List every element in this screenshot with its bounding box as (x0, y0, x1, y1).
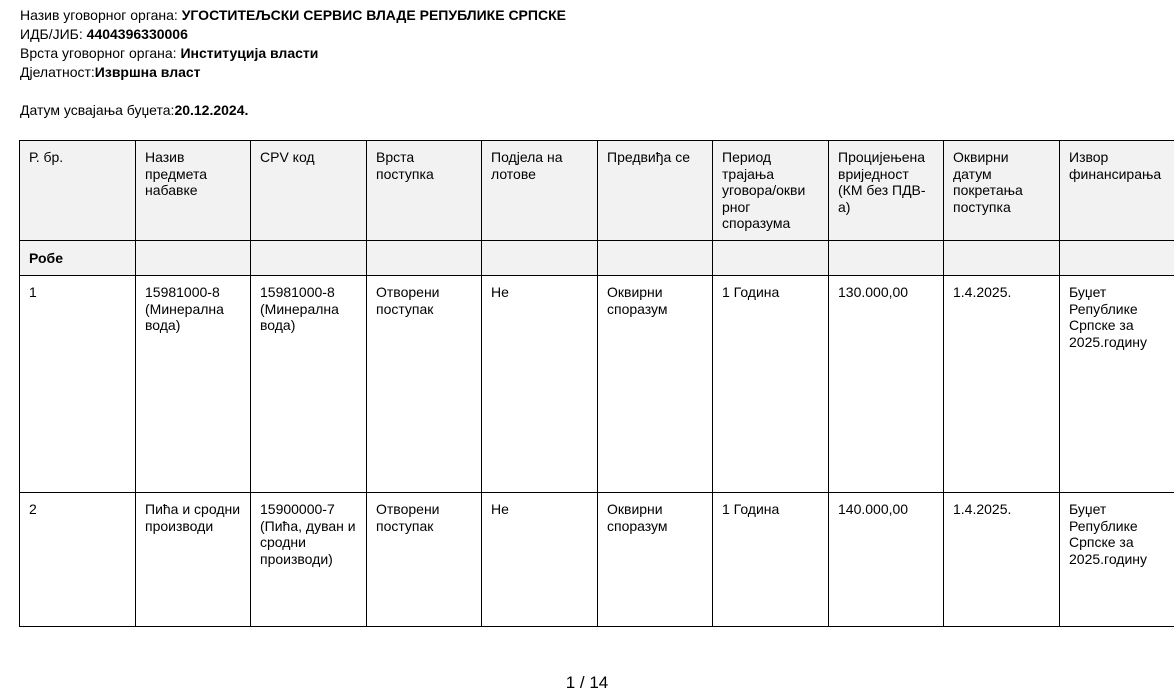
budget-date-label: Датум усвајања буџета: (20, 102, 175, 118)
cell-subject: Пића и сродни производи (136, 493, 251, 627)
authority-name-label: Назив уговорног органа: (20, 7, 182, 23)
cell-lots: Не (482, 276, 598, 493)
activity-value: Извршна власт (94, 64, 201, 80)
budget-date: 20.12.2024. (174, 102, 249, 118)
table-row (20, 493, 1174, 627)
activity-label: Дјелатност: (20, 64, 95, 80)
idb-label: ИДБ/ЈИБ: (20, 26, 87, 42)
cell-cpv: 15981000-8 (Минерална вода) (251, 276, 367, 493)
authority-type-line (20, 44, 566, 63)
col-header-lots: Подјела на лотове (482, 141, 598, 241)
table-header-row (20, 141, 1174, 241)
cell-lots: Не (482, 493, 598, 627)
col-header-source: Извор финансирања (1060, 141, 1174, 241)
col-header-planned: Предвиђа се (598, 141, 713, 241)
cell-source: Буџет Републике Српске за 2025.годину (1060, 276, 1174, 493)
section-row-goods (20, 241, 1174, 276)
col-header-value: Процијењена вриједност (КМ без ПДВ-а) (829, 141, 944, 241)
col-header-start-date: Оквирни датум покретања поступка (944, 141, 1060, 241)
cell-planned: Оквирни споразум (598, 493, 713, 627)
table-row (20, 276, 1174, 493)
idb-line (20, 25, 566, 44)
cell-subject: 15981000-8 (Минерална вода) (136, 276, 251, 493)
cell-procedure: Отворени поступак (367, 276, 482, 493)
cell-start-date: 1.4.2025. (944, 493, 1060, 627)
cell-cpv: 15900000-7 (Пића, дуван и сродни производи) (251, 493, 367, 627)
col-header-number: Р. бр. (20, 141, 136, 241)
section-label: Робе (29, 250, 63, 266)
cell-duration: 1 Година (713, 493, 829, 627)
document-header (20, 6, 566, 120)
procurement-plan-table (19, 140, 1174, 627)
page-indicator: 1 / 14 (565, 673, 609, 692)
budget-date-line (20, 101, 566, 120)
col-header-duration: Период трајања уговора/окви рног споразума (713, 141, 829, 241)
activity-line (20, 63, 566, 82)
cell-value: 130.000,00 (829, 276, 944, 493)
cell-start-date: 1.4.2025. (944, 276, 1060, 493)
cell-planned: Оквирни споразум (598, 276, 713, 493)
cell-duration: 1 Година (713, 276, 829, 493)
authority-type: Институција власти (180, 45, 319, 61)
authority-type-label: Врста уговорног органа: (20, 45, 181, 61)
cell-number: 1 (20, 276, 136, 493)
cell-procedure: Отворени поступак (367, 493, 482, 627)
cell-number: 2 (20, 493, 136, 627)
col-header-cpv: CPV код (251, 141, 367, 241)
authority-name: УГОСТИТЕЉСКИ СЕРВИС ВЛАДЕ РЕПУБЛИКЕ СРПСКЕ (181, 7, 566, 23)
cell-source: Буџет Републике Српске за 2025.годину (1060, 493, 1174, 627)
idb-value: 4404396330006 (86, 26, 188, 42)
col-header-subject: Назив предмета набавке (136, 141, 251, 241)
cell-value: 140.000,00 (829, 493, 944, 627)
section-label-cell (20, 241, 136, 276)
authority-name-line (20, 6, 566, 25)
col-header-procedure: Врста поступка (367, 141, 482, 241)
